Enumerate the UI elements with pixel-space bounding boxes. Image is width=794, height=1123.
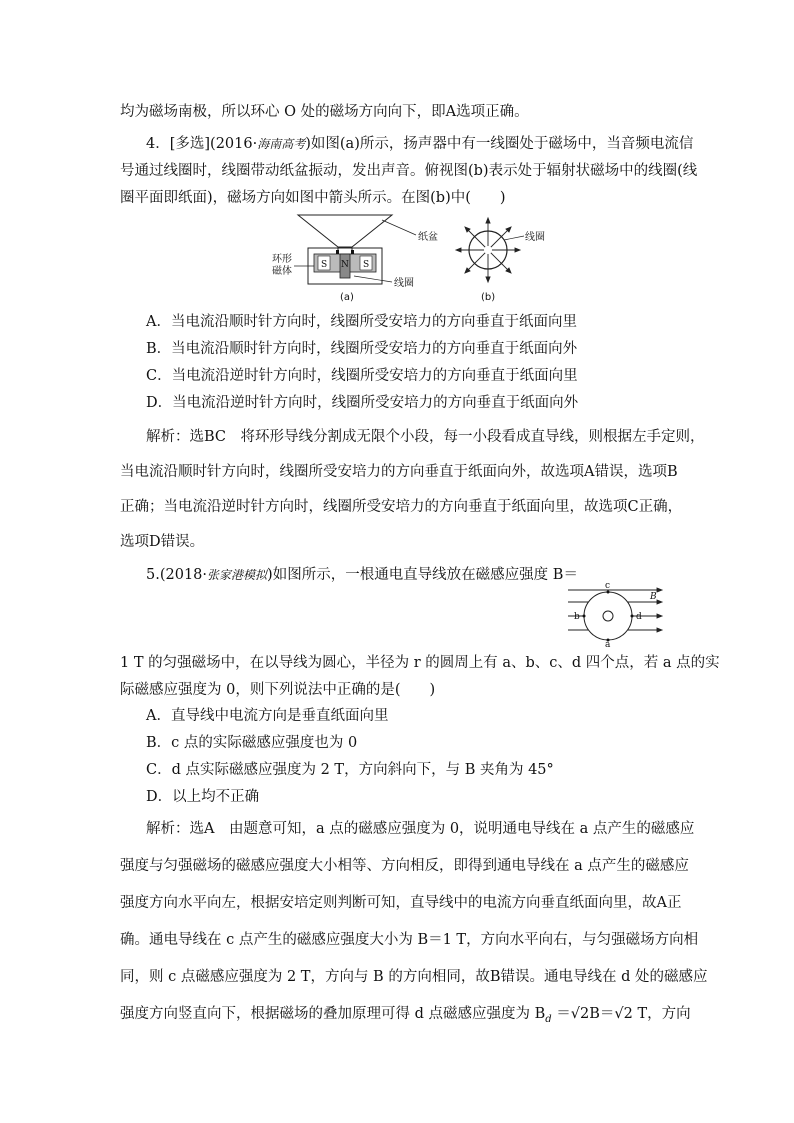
q4-stem-line-3: 圈平面即纸面)，磁场方向如图中箭头所示。在图(b)中( ) — [120, 190, 506, 206]
q4-solution-line-1: 解析：选BC 将环形导线分割成无限个小段，每一小段看成直导线，则根据左手定则， — [146, 429, 705, 445]
q4-solution-line-2: 当电流沿顺时针方向时，线圈所受安培力的方向垂直于纸面向外，故选项A错误，选项B — [120, 464, 678, 480]
label-magnet-1: 环形 — [272, 254, 292, 265]
q4-source: 海南高考 — [257, 137, 306, 151]
q4-option-b: B．当电流沿顺时针方向时，线圈所受安培力的方向垂直于纸面向外 — [146, 341, 578, 357]
q4-stem-prefix: 4．[多选](2016· — [146, 136, 258, 152]
q5-solution-line-6-formula: ＝√2B＝√2 T，方向 — [551, 1006, 691, 1022]
q5-stem-line-3: 际磁感应强度为 0，则下列说法中正确的是( ) — [120, 682, 436, 698]
q5-stem-rest: )如图所示，一根通电直导线放在磁感应强度 B＝ — [267, 567, 578, 583]
field-b-label: B — [650, 592, 657, 602]
continued-solution-line: 均为磁场南极，所以环心 O 处的磁场方向向下，即A选项正确。 — [120, 104, 529, 120]
label-magnet-2: 磁体 — [272, 266, 292, 277]
q4-solution-line-3: 正确；当电流沿逆时针方向时，线圈所受安培力的方向垂直于纸面向里，故选项C正确， — [120, 499, 683, 515]
radial-field-diagram — [456, 218, 545, 303]
q5-solution-line-6-text: 强度方向竖直向下，根据磁场的叠加原理可得 d 点磁感应强度为 B — [120, 1006, 546, 1022]
pole-n: N — [341, 260, 349, 270]
caption-b: (b) — [481, 292, 496, 303]
pole-s-right: S — [363, 260, 370, 270]
label-coil-a: 线圈 — [394, 278, 414, 289]
caption-a: (a) — [340, 292, 354, 303]
q5-option-a: A．直导线中电流方向是垂直纸面向里 — [146, 708, 389, 724]
label-cone: 纸盆 — [418, 232, 438, 243]
subscript-d: d — [545, 1013, 552, 1025]
point-c-label: c — [605, 581, 611, 591]
point-b-label: b — [574, 612, 580, 622]
q5-figure — [562, 580, 668, 650]
label-coil-b: 线圈 — [525, 232, 545, 243]
q5-solution-line-6 — [120, 1005, 691, 1029]
q4-solution-line-4: 选项D错误。 — [120, 534, 205, 550]
q5-source: 张家港模拟 — [207, 568, 268, 582]
q5-solution-line-5: 同，则 c 点磁感应强度为 2 T，方向与 B 的方向相同，故B错误。通电导线在 d 处的磁感应 — [120, 969, 708, 985]
point-d-label: d — [636, 612, 642, 622]
q4-stem-line-1 — [146, 135, 693, 153]
speaker-diagram — [272, 215, 438, 303]
q5-stem-line-2: 1 T 的匀强磁场中，在以导线为圆心，半径为 r 的圆周上有 a、b、c、d 四个点，若 a 点的实 — [120, 655, 720, 671]
pole-s-left: S — [321, 260, 328, 270]
q4-option-c: C．当电流沿逆时针方向时，线圈所受安培力的方向垂直于纸面向里 — [146, 368, 578, 384]
point-a-label: a — [605, 640, 611, 650]
q5-option-b: B．c 点的实际磁感应强度也为 0 — [146, 735, 358, 751]
q5-option-c: C．d 点实际磁感应强度为 2 T，方向斜向下，与 B 夹角为 45° — [146, 762, 554, 778]
q4-figure — [270, 210, 545, 306]
q5-solution-line-2: 强度与匀强磁场的磁感应强度大小相等、方向相反，即得到通电导线在 a 点产生的磁感应 — [120, 858, 689, 874]
q5-option-d: D．以上均不正确 — [146, 789, 260, 805]
q4-option-a: A．当电流沿顺时针方向时，线圈所受安培力的方向垂直于纸面向里 — [146, 314, 577, 330]
q5-solution-line-3: 强度方向水平向左，根据安培定则判断可知，直导线中的电流方向垂直纸面向里，故A正 — [120, 895, 682, 911]
q4-stem-line-2: 号通过线圈时，线圈带动纸盆振动，发出声音。俯视图(b)表示处于辐射状磁场中的线圈(线 — [120, 163, 698, 179]
q5-stem-line-1 — [146, 566, 578, 584]
q4-option-d: D．当电流沿逆时针方向时，线圈所受安培力的方向垂直于纸面向外 — [146, 395, 579, 411]
q5-solution-line-4: 确。通电导线在 c 点产生的磁感应强度大小为 B＝1 T，方向水平向右，与匀强磁场方向相 — [120, 932, 699, 948]
q4-stem-rest: )如图(a)所示，扬声器中有一线圈处于磁场中，当音频电流信 — [305, 136, 694, 152]
q5-solution-line-1: 解析：选A 由题意可知，a 点的磁感应强度为 0，说明通电导线在 a 点产生的磁感应 — [146, 821, 695, 837]
q5-stem-prefix: 5.(2018· — [146, 567, 208, 583]
